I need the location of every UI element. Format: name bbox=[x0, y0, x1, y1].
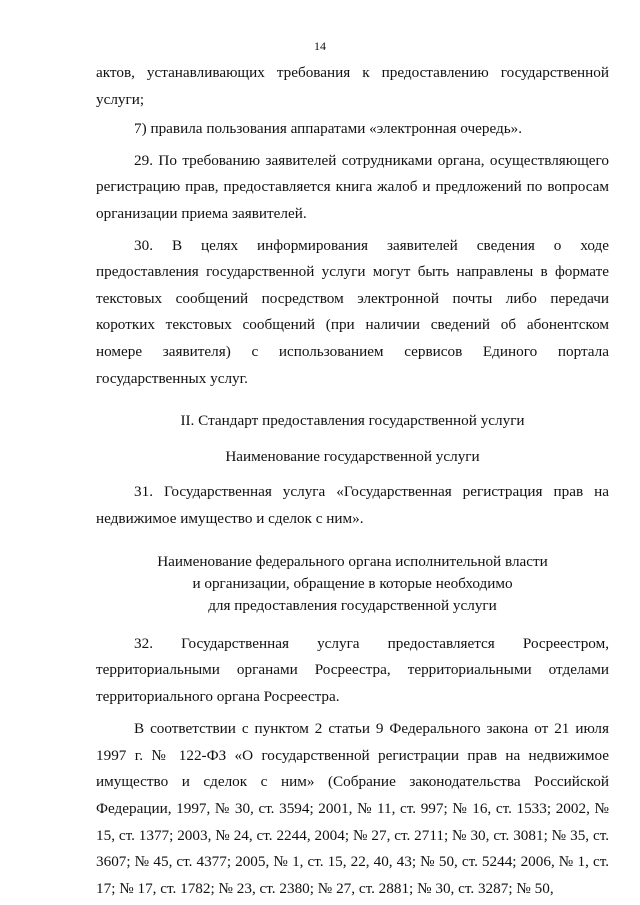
paragraph-law-reference: В соответствии с пунктом 2 статьи 9 Федерального закона от 21 июля 1997 г. № 122-ФЗ «О государственной регистрации прав на недвижимое имущество и сделок с ним» (Собрание законодательства Российской Федерации, 1997, № 30, ст. 3594; 2001, № 11, ст. 997; № 16, ст. 1533; 2002, № 15, ст. 1377; 2003, № 24, ст. 2244, 2004; № 27, ст. 2711; № 30, ст. 3081; № 35, ст. 3607; № 45, ст. 4377; 2005, № 1, ст. 15, 22, 40, 43; № 50, ст. 5244; 2006, № 1, ст. 17; № 17, ст. 1782; № 23, ст. 2380; № 27, ст. 2881; № 30, ст. 3287; № 50, bbox=[96, 720, 609, 897]
paragraph-continuation: актов, устанавливающих требования к предоставлению государственной услуги; bbox=[96, 64, 609, 108]
sub-heading-authority-line-3: для предоставления государственной услуги bbox=[208, 596, 497, 614]
sub-heading-service-name: Наименование государственной услуги bbox=[225, 447, 480, 465]
sub-heading-authority bbox=[96, 551, 609, 617]
paragraph-31: 31. Государственная услуга «Государственная регистрация прав на недвижимое имущество и сделок с ним». bbox=[96, 483, 609, 527]
paragraph-item-7: 7) правила пользования аппаратами «электронная очередь». bbox=[134, 120, 523, 138]
document-body bbox=[96, 60, 609, 902]
paragraph-32: 32. Государственная услуга предоставляется Росреестром, территориальными органами Росреестра, территориальными отделами территориального органа Росреестра. bbox=[96, 634, 609, 705]
paragraph-30: 30. В целях информирования заявителей сведения о ходе предоставления государственной услуги могут быть направлены в формате текстовых сообщений посредством электронной почты либо передачи коротких текстовых сообщений (при наличии сведений об абонентском номере заявителя) с использованием сервисов Единого портала государственных услуг. bbox=[96, 236, 609, 387]
page-number: 14 bbox=[314, 39, 326, 53]
paragraph-29: 29. По требованию заявителей сотрудниками органа, осуществляющего регистрацию прав, предоставляется книга жалоб и предложений по вопросам организации приема заявителей. bbox=[96, 151, 609, 222]
section-heading: II. Стандарт предоставления государственной услуги bbox=[180, 412, 525, 430]
sub-heading-authority-line-1: Наименование федерального органа исполнительной власти bbox=[157, 552, 548, 570]
sub-heading-authority-line-2: и организации, обращение в которые необходимо bbox=[192, 574, 513, 592]
